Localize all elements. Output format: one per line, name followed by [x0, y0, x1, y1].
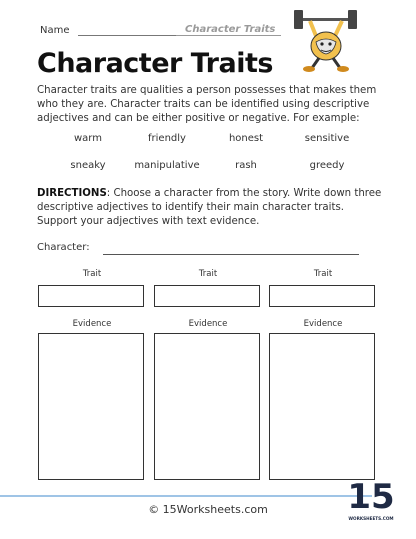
trait-box[interactable] [38, 285, 144, 307]
evidence-heading: Evidence [303, 319, 343, 329]
directions-text: : Choose a character from the story. Write down three descriptive adjectives to identify their main character traits. Support your adjectives with text evidence. [37, 188, 382, 227]
evidence-box[interactable] [154, 333, 260, 480]
example-adjective: friendly [148, 133, 186, 144]
intro-paragraph: Character traits are qualities a person possesses that makes them who they are. Character traits can be identified using descriptive adjectives and can be either positive or negative. For example: [37, 85, 377, 124]
trait-heading: Trait [313, 269, 333, 279]
evidence-heading: Evidence [188, 319, 228, 329]
footer-rule [0, 495, 372, 497]
mascot-arm-right [335, 21, 342, 36]
example-adjective: rash [235, 160, 257, 171]
trait-box[interactable] [269, 285, 375, 307]
directions-label: DIRECTIONS [37, 188, 107, 199]
trait-heading: Trait [82, 269, 102, 279]
evidence-heading: Evidence [72, 319, 112, 329]
mascot-illustration [288, 6, 362, 74]
mascot-shoe-left [303, 66, 315, 72]
example-adjective: sneaky [70, 160, 106, 171]
trait-heading: Trait [198, 269, 218, 279]
name-label: Name [40, 25, 70, 36]
site-logo [347, 468, 395, 526]
trait-box[interactable] [154, 285, 260, 307]
evidence-box[interactable] [269, 333, 375, 480]
mascot-shoe-right [337, 66, 349, 72]
page-title: Character Traits [37, 48, 273, 79]
directions-paragraph [37, 187, 382, 229]
example-adjective: honest [228, 133, 264, 144]
dumbbell-bar [302, 18, 350, 21]
logo-brand: WORKSHEETS.COM [348, 516, 394, 521]
header-subtitle: Character Traits [185, 24, 276, 35]
mascot-leg-right [333, 58, 340, 68]
evidence-box[interactable] [38, 333, 144, 480]
example-adjective: warm [74, 133, 102, 144]
name-input-line[interactable] [78, 35, 176, 36]
header-rule [176, 35, 281, 36]
example-adjective: greedy [309, 160, 345, 171]
character-input-line[interactable] [103, 254, 359, 255]
dumbbell-weight-right [348, 10, 357, 29]
example-adjective: sensitive [304, 133, 350, 144]
mascot-eye-right [328, 42, 331, 45]
mascot-leg-left [312, 58, 319, 68]
example-adjective: manipulative [134, 160, 200, 171]
dumbbell-weight-left [294, 10, 303, 29]
mascot-eye-left [320, 42, 323, 45]
footer-copyright: © 15Worksheets.com [148, 503, 268, 516]
character-label: Character: [37, 242, 90, 253]
logo-number: 15 [347, 477, 395, 517]
mascot-arm-left [310, 21, 316, 36]
